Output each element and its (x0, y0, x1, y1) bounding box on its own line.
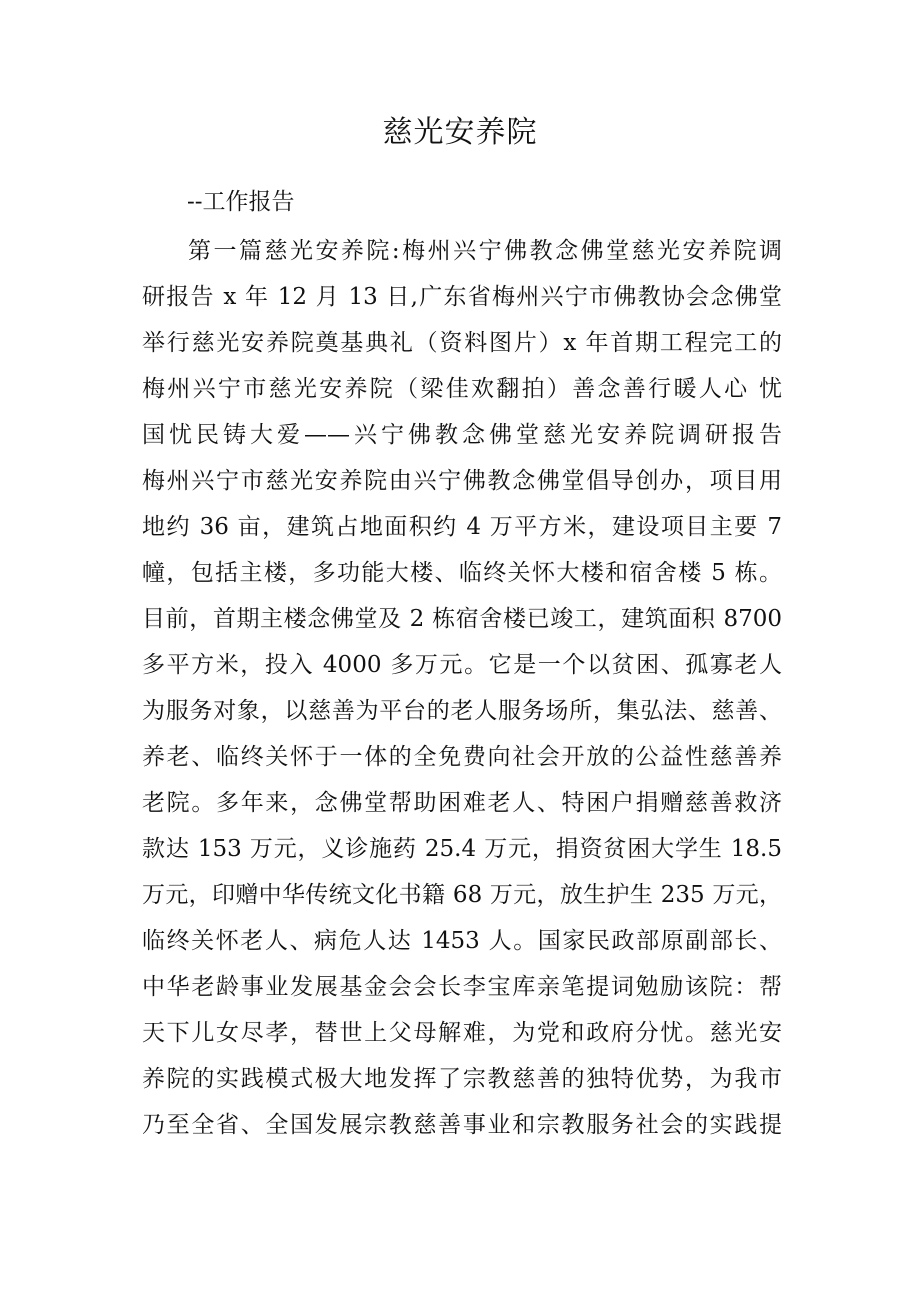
body-line: 乃至全省、全国发展宗教慈善事业和宗教服务社会的实践提 (142, 1112, 782, 1138)
document-body (142, 228, 782, 1148)
body-line: 临终关怀老人、病危人达 1453 人。国家民政部原副部长、 (142, 928, 782, 954)
body-line: 养院的实践模式极大地发挥了宗教慈善的独特优势，为我市 (142, 1066, 782, 1092)
body-line: 国忧民铸大爱——兴宁佛教念佛堂慈光安养院调研报告 (142, 422, 782, 448)
body-line: 研报告 x 年 12 月 13 日,广东省梅州兴宁市佛教协会念佛堂 (142, 284, 782, 310)
document-subtitle: --工作报告 (187, 189, 295, 215)
body-line: 款达 153 万元，义诊施药 25.4 万元，捐资贫困大学生 18.5 (142, 836, 782, 862)
body-line: 养老、临终关怀于一体的全免费向社会开放的公益性慈善养 (142, 744, 782, 770)
body-line: 地约 36 亩，建筑占地面积约 4 万平方米，建设项目主要 7 (142, 514, 782, 540)
body-line: 目前，首期主楼念佛堂及 2 栋宿舍楼已竣工，建筑面积 8700 (142, 606, 782, 632)
body-line: 举行慈光安养院奠基典礼（资料图片）x 年首期工程完工的 (142, 330, 782, 356)
body-line: 为服务对象，以慈善为平台的老人服务场所，集弘法、慈善、 (142, 698, 782, 724)
body-line: 天下儿女尽孝，替世上父母解难，为党和政府分忧。慈光安 (142, 1020, 782, 1046)
body-line: 梅州兴宁市慈光安养院由兴宁佛教念佛堂倡导创办，项目用 (142, 468, 782, 494)
body-line: 中华老龄事业发展基金会会长李宝库亲笔提词勉励该院：帮 (142, 974, 782, 1000)
body-line: 幢，包括主楼，多功能大楼、临终关怀大楼和宿舍楼 5 栋。 (142, 560, 782, 586)
body-line: 多平方米，投入 4000 多万元。它是一个以贫困、孤寡老人 (142, 652, 782, 678)
body-line: 梅州兴宁市慈光安养院（梁佳欢翻拍）善念善行暖人心 忧 (142, 376, 782, 402)
body-line: 老院。多年来，念佛堂帮助困难老人、特困户捐赠慈善救济 (142, 790, 782, 816)
body-line: 万元，印赠中华传统文化书籍 68 万元，放生护生 235 万元， (142, 882, 782, 908)
document-title: 慈光安养院 (382, 115, 538, 150)
body-line: 第一篇慈光安养院:梅州兴宁佛教念佛堂慈光安养院调 (188, 238, 782, 264)
